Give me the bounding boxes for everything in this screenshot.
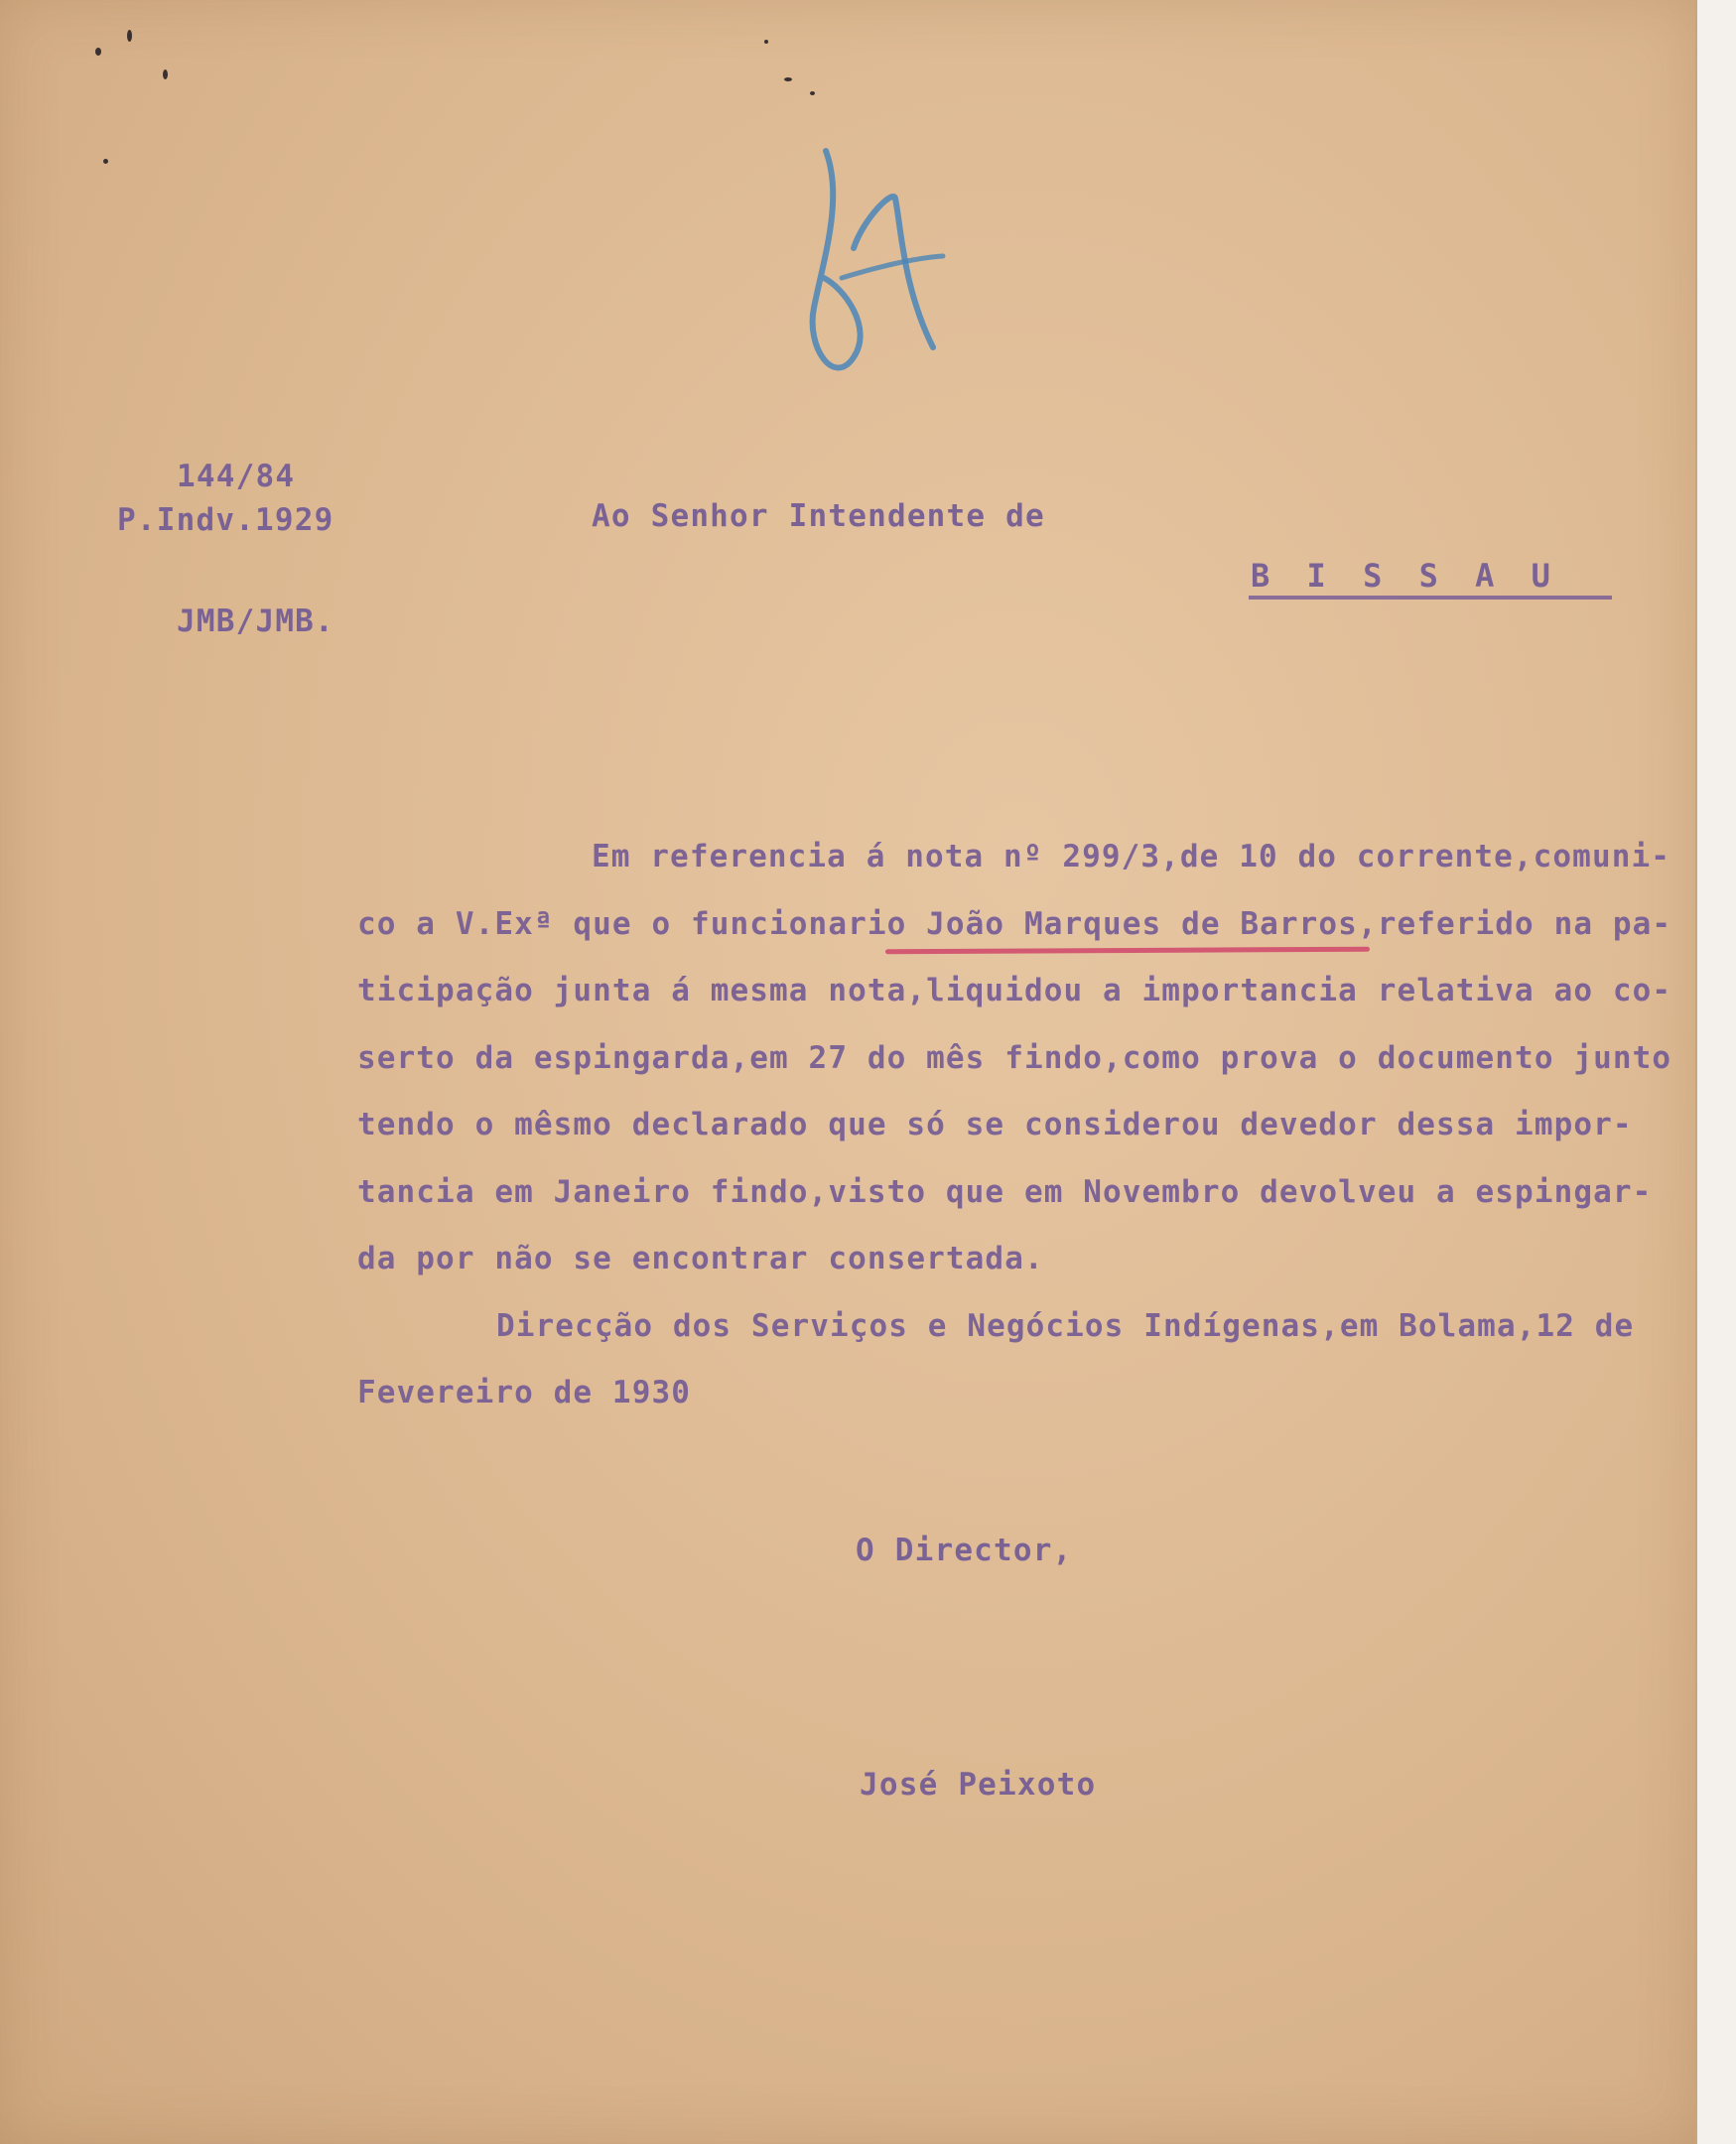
handwritten-folio-mark [784, 139, 963, 397]
addressee-line: Ao Senhor Intendente de [592, 498, 1045, 534]
ink-speck [103, 159, 108, 164]
reference-number: 144/84 [177, 459, 296, 494]
addressee-city: B I S S A U [1251, 557, 1559, 595]
letter-body [357, 824, 1687, 1427]
body-line-date: Fevereiro de 1930 [357, 1375, 691, 1410]
signatory-name: José Peixoto [860, 1767, 1097, 1803]
process-reference: P.Indv.1929 [117, 502, 334, 538]
body-line: co a V.Exª que o funcionario João Marques de Barros,referido na pa- [357, 905, 1672, 942]
ink-speck [127, 30, 132, 42]
body-line: tancia em Janeiro findo,visto que em Novembro devolveu a espingar- [357, 1173, 1653, 1210]
ink-speck [764, 40, 768, 44]
body-line: da por não se encontrar consertada. [357, 1241, 1044, 1276]
city-underline [1249, 596, 1612, 600]
closing-title: O Director, [856, 1533, 1073, 1568]
body-line: serto da espingarda,em 27 do mês findo,como prova o documento junto [357, 1039, 1672, 1076]
typist-initials: JMB/JMB. [177, 603, 334, 639]
body-line: Em referencia á nota nº 299/3,de 10 do corrente,comuni- [592, 839, 1670, 874]
ink-speck [784, 77, 792, 81]
ink-speck [810, 91, 815, 95]
page-edge [1695, 0, 1736, 2144]
ink-speck [95, 48, 101, 56]
body-line-place-date: Direcção dos Serviços e Negócios Indígenas,em Bolama,12 de [496, 1307, 1635, 1344]
body-line: tendo o mêsmo declarado que só se considerou devedor dessa impor- [357, 1107, 1633, 1142]
ink-speck [163, 69, 168, 79]
body-line: ticipação junta á mesma nota,liquidou a importancia relativa ao co- [357, 973, 1672, 1008]
